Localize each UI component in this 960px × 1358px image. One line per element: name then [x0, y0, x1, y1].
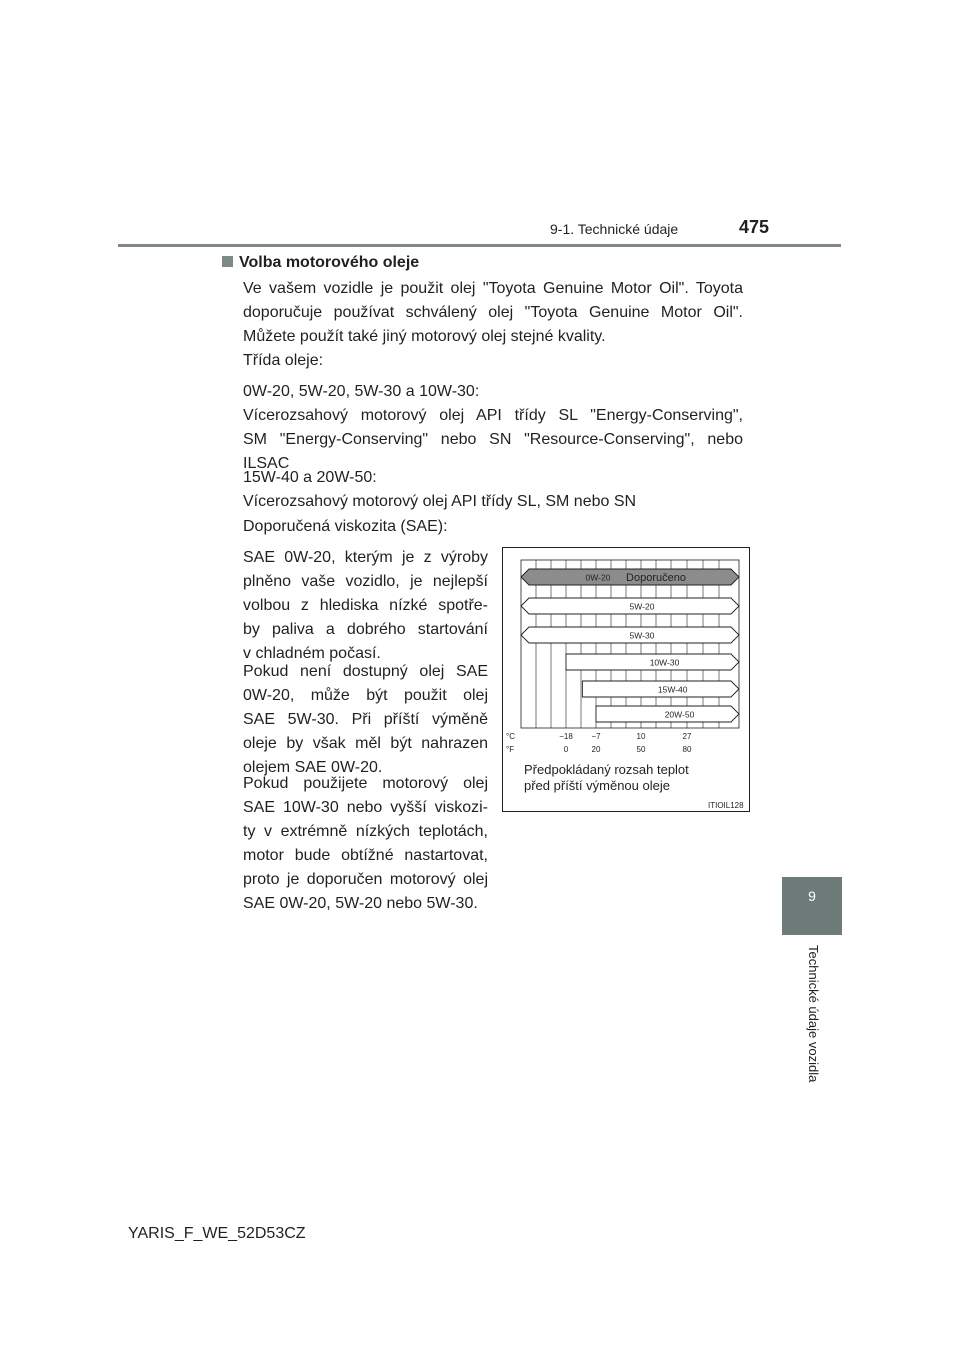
paragraph-line: Pokud není dostupný olej SAE: [243, 663, 488, 680]
paragraph-line: ILSAC: [243, 455, 290, 472]
paragraph-oil-class: Třída oleje:: [243, 352, 324, 369]
paragraph-line: oleje by však měl být nahrazen: [243, 735, 488, 752]
figure-caption-line: před příští výměnou oleje: [524, 778, 670, 793]
paragraph-line: SAE 0W-20, 5W-20 nebo 5W-30.: [243, 895, 478, 912]
paragraph-line: proto je doporučen motorový olej: [243, 871, 488, 888]
chart-recommended-label: Doporučeno: [626, 572, 686, 584]
chart-tick-fahrenheit: 80: [682, 745, 692, 754]
paragraph-line: SAE 10W-30 nebo vyšší viskozi-: [243, 799, 488, 816]
paragraph-0w20: [243, 546, 488, 666]
paragraph-line: Vícerozsahový motorový olej API třídy SL, SM nebo SN: [243, 493, 637, 510]
chapter-tab-number: 9: [808, 888, 816, 904]
chapter-tab-label: Technické údaje vozidla: [806, 945, 821, 1083]
chart-tick-fahrenheit: 20: [591, 745, 601, 754]
chart-tick-celsius: 10: [636, 732, 646, 741]
chart-bar-label: 15W-40: [657, 684, 688, 695]
paragraph-line: Ve vašem vozidle je použit olej "Toyota Genuine Motor Oil". Toyota: [243, 280, 743, 297]
paragraph-line: Můžete použít také jiný motorový olej stejné kvality.: [243, 328, 606, 345]
paragraph-line: plněno vaše vozidlo, je nejlepší: [243, 573, 488, 590]
section-heading-text: Volba motorového oleje: [239, 254, 420, 271]
chart-axis-fahrenheit-unit: °F: [506, 745, 515, 754]
paragraph-line: SM "Energy-Conserving" nebo SN "Resource-Conserving", nebo: [243, 431, 743, 448]
chart-tick-celsius: −18: [559, 732, 573, 741]
chart-bar-label: 10W-30: [649, 657, 680, 668]
figure-caption-line: Předpokládaný rozsah teplot: [524, 762, 689, 777]
chart-tick-fahrenheit: 50: [636, 745, 646, 754]
figure-code: ITIOIL128: [708, 801, 744, 810]
paragraph-5w30: [243, 660, 488, 780]
chart-tick-celsius: 27: [682, 732, 692, 741]
paragraph-oil-specs-2: [243, 466, 743, 514]
chart-bar-label: 0W-20: [585, 572, 611, 583]
heading-square-icon: [222, 256, 233, 267]
paragraph-line: motor bude obtížné nastartovat,: [243, 847, 488, 864]
paragraph-line: SAE 0W-20, kterým je z výroby: [243, 549, 488, 566]
paragraph-line: Pokud použijete motorový olej: [243, 775, 488, 792]
paragraph-line: Vícerozsahový motorový olej API třídy SL "Energy-Conserving",: [243, 407, 743, 424]
header-section-title: 9-1. Technické údaje: [550, 221, 679, 237]
paragraph-intro: [243, 277, 743, 349]
paragraph-line: 0W-20, může být použit olej: [243, 687, 488, 704]
paragraph-line: 0W-20, 5W-20, 5W-30 a 10W-30:: [243, 383, 480, 400]
document-code: YARIS_F_WE_52D53CZ: [128, 1225, 306, 1242]
page-number: 475: [739, 217, 770, 237]
chart-tick-celsius: −7: [591, 732, 601, 741]
paragraph-line: 15W-40 a 20W-50:: [243, 469, 377, 486]
paragraph-oil-specs-1: [243, 380, 743, 476]
paragraph-viscosity: Doporučená viskozita (SAE):: [243, 518, 448, 535]
chapter-tab: [782, 877, 842, 935]
chart-tick-fahrenheit: 0: [563, 745, 569, 754]
paragraph-line: volbou z hlediska nízké spotře-: [243, 597, 488, 614]
paragraph-line: ty v extrémně nízkých teplotách,: [243, 823, 488, 840]
chart-bar-label: 5W-20: [629, 601, 655, 612]
chart-bar-label: 20W-50: [664, 709, 695, 720]
paragraph-line: olejem SAE 0W-20.: [243, 759, 383, 776]
section-heading: [222, 254, 419, 272]
paragraph-line: v chladném počasí.: [243, 645, 381, 662]
figure-caption: [524, 762, 689, 794]
chart-axis-celsius-unit: °C: [506, 732, 515, 741]
chart-bar-label: 5W-30: [629, 630, 655, 641]
paragraph-line: by paliva a dobrého startování: [243, 621, 488, 638]
paragraph-10w30: [243, 772, 488, 916]
header-divider: [118, 244, 841, 247]
paragraph-line: doporučuje používat schválený olej "Toyota Genuine Motor Oil".: [243, 304, 743, 321]
paragraph-line: SAE 5W-30. Při příští výměně: [243, 711, 488, 728]
